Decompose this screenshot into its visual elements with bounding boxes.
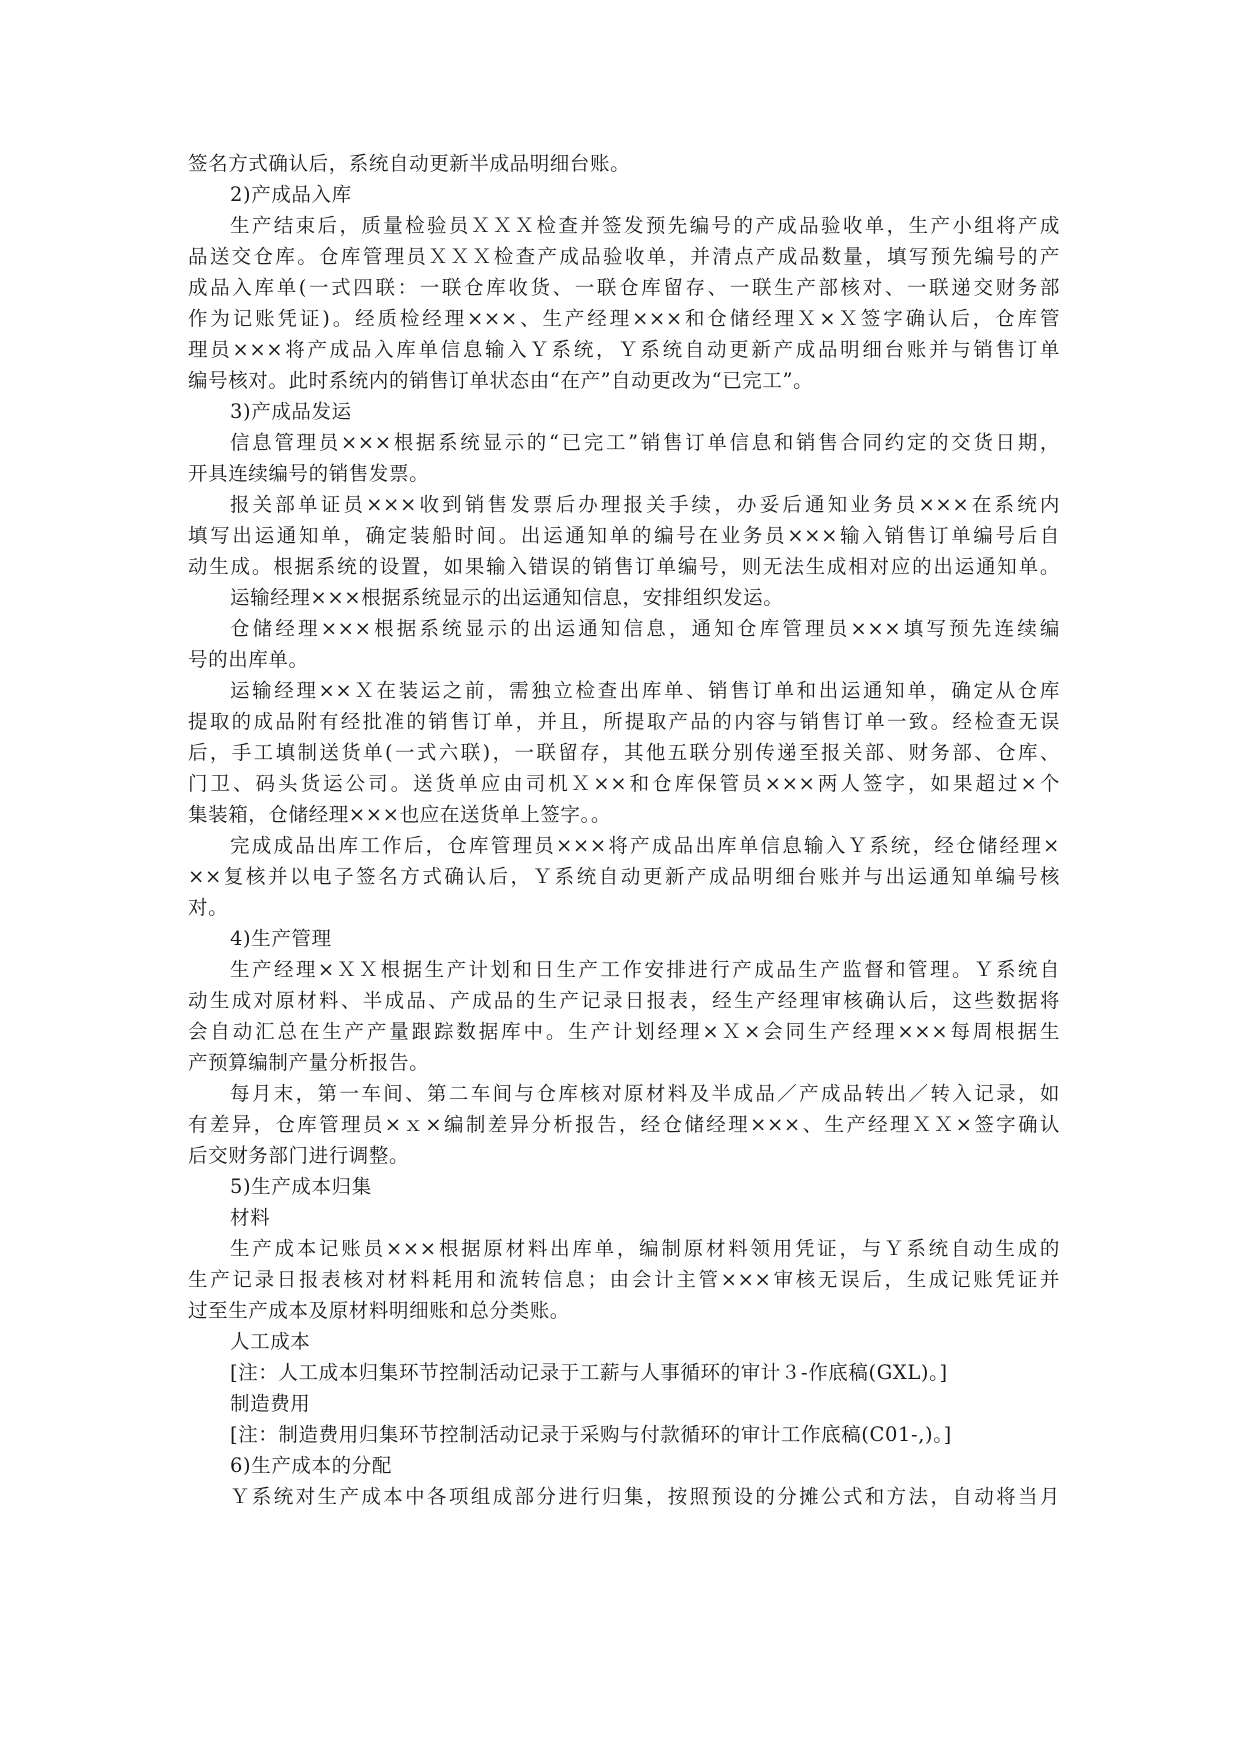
text-line: 会自动汇总在生产产量跟踪数据库中。生产计划经理×Ｘ×会同生产经理×××每周根据生 [188,1020,1060,1043]
text-line: 开具连续编号的销售发票。 [188,462,430,485]
text-line: 品送交仓库。仓库管理员ＸＸＸ检查产成品验收单，并清点产成品数量，填写预先编号的产 [188,245,1060,268]
text-line: 生产成本记账员×××根据原材料出库单，编制原材料领用凭证，与Ｙ系统自动生成的 [230,1237,1060,1260]
text-line: ××复核并以电子签名方式确认后，Ｙ系统自动更新产成品明细台账并与出运通知单编号核 [188,865,1060,888]
text-line: 制造费用 [230,1392,311,1415]
text-line: 报关部单证员×××收到销售发票后办理报关手续，办妥后通知业务员×××在系统内 [230,493,1060,516]
text-line: 提取的成品附有经批准的销售订单，并且，所提取产品的内容与销售订单一致。经检查无误 [188,710,1060,733]
text-line: 生产经理×ＸＸ根据生产计划和日生产工作安排进行产成品生产监督和管理。Ｙ系统自 [230,958,1060,981]
document-page [188,148,1060,1512]
text-line: 运输经理×××根据系统显示的出运通知信息，安排组织发运。 [230,586,784,609]
text-line: 产预算编制产量分析报告。 [188,1051,430,1074]
text-line: 对。 [188,896,229,919]
text-line: 后交财务部门进行调整。 [188,1144,410,1167]
text-line: 5)生产成本归集 [230,1175,372,1198]
text-line: 编号核对。此时系统内的销售订单状态由“在产”自动更改为“已完工”。 [188,369,814,392]
text-line: 运输经理××Ｘ在装运之前，需独立检查出库单、销售订单和出运通知单，确定从仓库 [230,679,1060,702]
text-line: 6)生产成本的分配 [230,1454,392,1477]
text-line: 生产记录日报表核对材料耗用和流转信息；由会计主管×××审核无误后，生成记账凭证并 [188,1268,1060,1291]
text-line: 号的出库单。 [188,648,309,671]
text-line: 填写出运通知单，确定装船时间。出运通知单的编号在业务员×××输入销售订单编号后自 [188,524,1060,547]
text-line: 作为记账凭证)。经质检经理×××、生产经理×××和仓储经理Ｘ×Ｘ签字确认后，仓库管 [188,307,1060,330]
text-line: 有差异，仓库管理员×ｘ×编制差异分析报告，经仓储经理×××、生产经理ＸＸ×签字确认 [188,1113,1060,1136]
text-line: 材料 [230,1206,271,1229]
text-line: [注：制造费用归集环节控制活动记录于采购与付款循环的审计工作底稿(C01-,)。] [230,1423,952,1446]
text-line: 仓储经理×××根据系统显示的出运通知信息，通知仓库管理员×××填写预先连续编 [230,617,1060,640]
text-line: 2)产成品入库 [230,183,352,206]
text-line: 每月末，第一车间、第二车间与仓库核对原材料及半成品／产成品转出／转入记录，如 [230,1082,1060,1105]
text-line: Ｙ系统对生产成本中各项组成部分进行归集，按照预设的分摊公式和方法，自动将当月 [230,1485,1060,1508]
text-line: 过至生产成本及原材料明细账和总分类账。 [188,1299,570,1322]
text-line: 生产结束后，质量检验员ＸＸＸ检查并签发预先编号的产成品验收单，生产小组将产成 [230,214,1060,237]
text-line: 签名方式确认后，系统自动更新半成品明细台账。 [188,152,631,175]
text-line: 动生成对原材料、半成品、产成品的生产记录日报表，经生产经理审核确认后，这些数据将 [188,989,1060,1012]
text-line: 后，手工填制送货单(一式六联)，一联留存，其他五联分别传递至报关部、财务部、仓库、 [188,741,1060,764]
text-line: 理员×××将产成品入库单信息输入Ｙ系统，Ｙ系统自动更新产成品明细台账并与销售订单 [188,338,1060,361]
text-line: 集装箱，仓储经理×××也应在送货单上签字。。 [188,803,611,826]
text-line: 门卫、码头货运公司。送货单应由司机Ｘ××和仓库保管员×××两人签字，如果超过×个 [188,772,1060,795]
text-line: 4)生产管理 [230,927,332,950]
text-line: 信息管理员×××根据系统显示的“已完工”销售订单信息和销售合同约定的交货日期， [230,431,1060,454]
text-line: 动生成。根据系统的设置，如果输入错误的销售订单编号，则无法生成相对应的出运通知单。 [188,555,1060,578]
text-line: 完成成品出库工作后，仓库管理员×××将产成品出库单信息输入Ｙ系统，经仓储经理× [230,834,1060,857]
text-line: 成品入库单(一式四联：一联仓库收货、一联仓库留存、一联生产部核对、一联递交财务部 [188,276,1060,299]
text-line: [注：人工成本归集环节控制活动记录于工薪与人事循环的审计３-作底稿(GXL)。] [230,1361,948,1384]
text-line: 3)产成品发运 [230,400,352,423]
text-line: 人工成本 [230,1330,311,1353]
